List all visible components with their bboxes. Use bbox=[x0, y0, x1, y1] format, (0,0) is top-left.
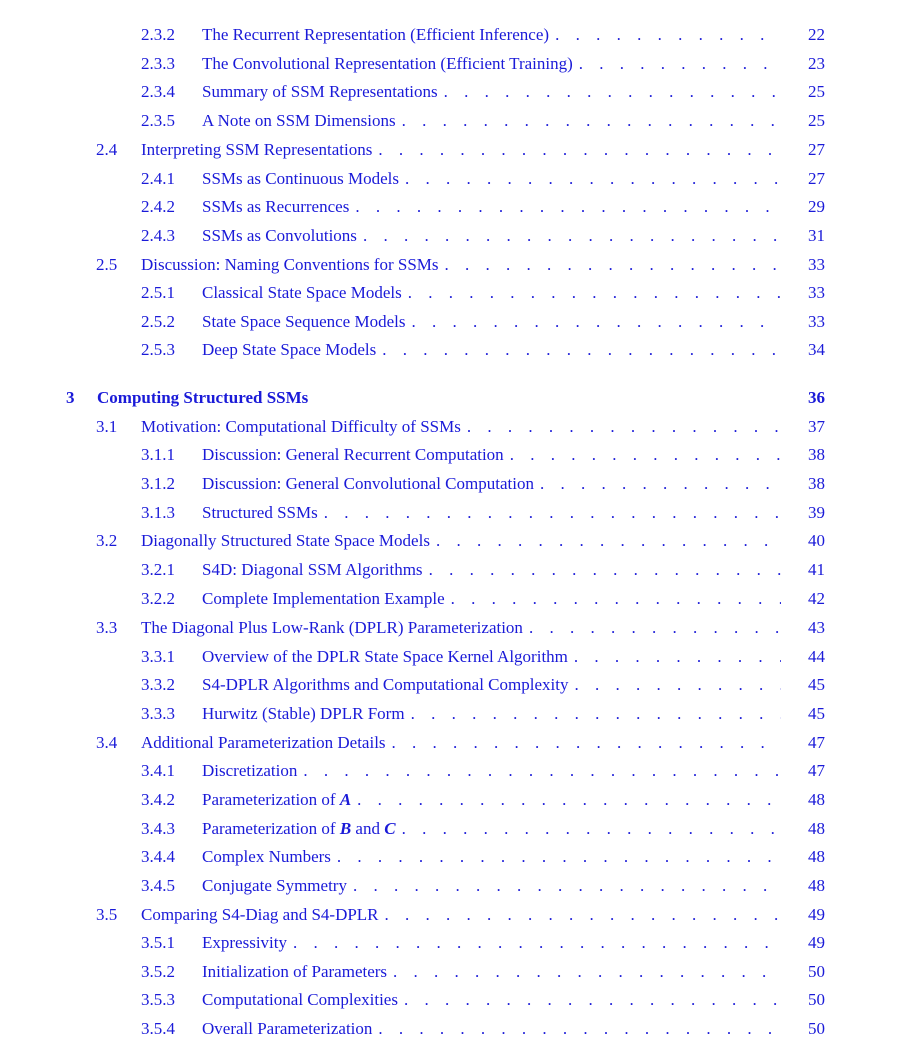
dot-leader bbox=[293, 931, 781, 955]
toc-chapter-3[interactable] bbox=[66, 386, 825, 410]
toc-entry-title: Discussion: Naming Conventions for SSMs bbox=[141, 253, 445, 277]
toc-entry-3-1-2[interactable] bbox=[141, 472, 825, 496]
toc-entry-number: 2.4.1 bbox=[141, 169, 175, 188]
dot-leader bbox=[436, 529, 781, 553]
toc-entry-page: 44 bbox=[785, 645, 825, 669]
toc-entry-3-1-3[interactable] bbox=[141, 501, 825, 525]
toc-entry-3-5-3[interactable] bbox=[141, 988, 825, 1012]
dot-leader bbox=[529, 616, 781, 640]
math-symbol-c: C bbox=[384, 819, 396, 838]
dot-leader bbox=[357, 788, 781, 812]
toc-entry-number: 3.5.4 bbox=[141, 1019, 175, 1038]
dot-leader bbox=[355, 195, 781, 219]
toc-entry-title: S4D: Diagonal SSM Algorithms bbox=[202, 558, 429, 582]
toc-entry-title: Discussion: General Recurrent Computation bbox=[202, 443, 510, 467]
toc-entry-title bbox=[202, 788, 357, 812]
toc-entry-title: Computational Complexities bbox=[202, 988, 404, 1012]
toc-entry-page: 38 bbox=[785, 443, 825, 467]
toc-entry-3-5-2[interactable] bbox=[141, 960, 825, 984]
dot-leader bbox=[378, 1017, 781, 1041]
toc-entry-page: 29 bbox=[785, 195, 825, 219]
dot-leader bbox=[402, 817, 781, 841]
toc-entry-page: 43 bbox=[785, 616, 825, 640]
dot-leader bbox=[540, 472, 781, 496]
dot-leader bbox=[337, 845, 781, 869]
toc-entry-2-3-5[interactable] bbox=[141, 109, 825, 133]
toc-entry-title: Classical State Space Models bbox=[202, 281, 408, 305]
toc-entry-3-2[interactable] bbox=[96, 529, 825, 553]
toc-entry-number: 2.4.2 bbox=[141, 197, 175, 216]
toc-entry-title: Overall Parameterization bbox=[202, 1017, 378, 1041]
toc-entry-number: 2.5.3 bbox=[141, 340, 175, 359]
dot-leader bbox=[408, 281, 781, 305]
toc-entry-2-3-3[interactable] bbox=[141, 52, 825, 76]
toc-entry-3-4-4[interactable] bbox=[141, 845, 825, 869]
toc-entry-title-text: Parameterization of bbox=[202, 819, 336, 838]
toc-entry-title: The Convolutional Representation (Efficient Training) bbox=[202, 52, 579, 76]
toc-entry-title: Diagonally Structured State Space Models bbox=[141, 529, 436, 553]
toc-entry-3-4-2[interactable] bbox=[141, 788, 825, 812]
toc-entry-page: 48 bbox=[785, 817, 825, 841]
toc-entry-number: 3.1.2 bbox=[141, 474, 175, 493]
toc-entry-title: State Space Sequence Models bbox=[202, 310, 411, 334]
dot-leader bbox=[385, 903, 781, 927]
toc-entry-title: Complete Implementation Example bbox=[202, 587, 451, 611]
toc-entry-number: 2.4.3 bbox=[141, 226, 175, 245]
toc-entry-number: 3.1 bbox=[96, 417, 118, 436]
toc-entry-number: 2.5.2 bbox=[141, 312, 175, 331]
dot-leader bbox=[303, 759, 781, 783]
toc-entry-title: Discussion: General Convolutional Computation bbox=[202, 472, 540, 496]
dot-leader bbox=[392, 731, 781, 755]
toc-entry-number: 3.5.3 bbox=[141, 990, 175, 1009]
toc-entry-page: 45 bbox=[785, 673, 825, 697]
toc-entry-page: 33 bbox=[785, 281, 825, 305]
toc-entry-number: 2.5 bbox=[96, 255, 118, 274]
toc-entry-title: SSMs as Recurrences bbox=[202, 195, 355, 219]
toc-entry-page: 50 bbox=[785, 988, 825, 1012]
toc-entry-page: 23 bbox=[785, 52, 825, 76]
toc-entry-2-5-1[interactable] bbox=[141, 281, 825, 305]
toc-entry-number: 3.4.5 bbox=[141, 876, 175, 895]
toc-entry-title: SSMs as Convolutions bbox=[202, 224, 363, 248]
toc-entry-2-5[interactable] bbox=[96, 253, 825, 277]
toc-entry-number: 3.3.1 bbox=[141, 647, 175, 666]
toc-entry-page: 50 bbox=[785, 960, 825, 984]
toc-entry-number: 2.3.4 bbox=[141, 82, 175, 101]
dot-leader bbox=[510, 443, 781, 467]
toc-entry-3-2-1[interactable] bbox=[141, 558, 825, 582]
toc-entry-number: 3.3 bbox=[96, 618, 118, 637]
dot-leader bbox=[411, 702, 781, 726]
toc-entry-2-4[interactable] bbox=[96, 138, 825, 162]
toc-entry-title: Summary of SSM Representations bbox=[202, 80, 444, 104]
toc-entry-page: 33 bbox=[785, 310, 825, 334]
toc-entry-number: 3.1.3 bbox=[141, 503, 175, 522]
dot-leader bbox=[411, 310, 781, 334]
toc-entry-page: 31 bbox=[785, 224, 825, 248]
dot-leader bbox=[324, 501, 781, 525]
toc-entry-page: 48 bbox=[785, 874, 825, 898]
toc-entry-number: 3.4.3 bbox=[141, 819, 175, 838]
toc-entry-page: 48 bbox=[785, 788, 825, 812]
toc-entry-number: 3.5.2 bbox=[141, 962, 175, 981]
toc-entry-title: Discretization bbox=[202, 759, 303, 783]
toc-entry-page: 37 bbox=[785, 415, 825, 439]
toc-entry-title: The Diagonal Plus Low-Rank (DPLR) Parameterization bbox=[141, 616, 529, 640]
toc-entry-number: 3.4.4 bbox=[141, 847, 175, 866]
toc-entry-number: 3.4.1 bbox=[141, 761, 175, 780]
toc-entry-page: 33 bbox=[785, 253, 825, 277]
toc-entry-page: 50 bbox=[785, 1017, 825, 1041]
toc-entry-3-3-1[interactable] bbox=[141, 645, 825, 669]
toc-entry-2-4-2[interactable] bbox=[141, 195, 825, 219]
toc-entry-3-1[interactable] bbox=[96, 415, 825, 439]
dot-leader bbox=[382, 338, 781, 362]
toc-entry-number: 3.5.1 bbox=[141, 933, 175, 952]
toc-entry-title: Overview of the DPLR State Space Kernel Algorithm bbox=[202, 645, 574, 669]
toc-entry-page: 22 bbox=[785, 23, 825, 47]
toc-entry-number: 3.3.3 bbox=[141, 704, 175, 723]
toc-entry-title: A Note on SSM Dimensions bbox=[202, 109, 402, 133]
toc-entry-page: 42 bbox=[785, 587, 825, 611]
toc-entry-3-4-1[interactable] bbox=[141, 759, 825, 783]
dot-leader bbox=[445, 253, 781, 277]
toc-entry-title: Hurwitz (Stable) DPLR Form bbox=[202, 702, 411, 726]
toc-entry-3-3-3[interactable] bbox=[141, 702, 825, 726]
toc-entry-page: 47 bbox=[785, 731, 825, 755]
toc-entry-title-text: Parameterization of bbox=[202, 790, 336, 809]
dot-leader bbox=[378, 138, 781, 162]
toc-entry-page: 41 bbox=[785, 558, 825, 582]
toc-entry-2-5-3[interactable] bbox=[141, 338, 825, 362]
toc-entry-number: 3.3.2 bbox=[141, 675, 175, 694]
toc-entry-3-3[interactable] bbox=[96, 616, 825, 640]
toc-entry-number: 3.4 bbox=[96, 733, 118, 752]
dot-leader bbox=[353, 874, 781, 898]
toc-entry-number: 3.1.1 bbox=[141, 445, 175, 464]
toc-entry-number: 2.3.5 bbox=[141, 111, 175, 130]
toc-entry-title: Additional Parameterization Details bbox=[141, 731, 392, 755]
dot-leader bbox=[402, 109, 781, 133]
math-symbol-b: B bbox=[339, 819, 352, 838]
toc-entry-number: 3.2.2 bbox=[141, 589, 175, 608]
toc-entry-2-3-4[interactable] bbox=[141, 80, 825, 104]
toc-entry-number: 3.2.1 bbox=[141, 560, 175, 579]
toc-entry-3-5-1[interactable] bbox=[141, 931, 825, 955]
dot-leader bbox=[579, 52, 781, 76]
toc-entry-page: 39 bbox=[785, 501, 825, 525]
toc-entry-title: Initialization of Parameters bbox=[202, 960, 393, 984]
toc-entry-number: 2.5.1 bbox=[141, 283, 175, 302]
toc-entry-page: 25 bbox=[785, 80, 825, 104]
toc-entry-title: Interpreting SSM Representations bbox=[141, 138, 378, 162]
toc-entry-number: 2.3.3 bbox=[141, 54, 175, 73]
dot-leader bbox=[404, 988, 781, 1012]
dot-leader bbox=[574, 673, 781, 697]
toc-entry-number: 3.5 bbox=[96, 905, 118, 924]
dot-leader bbox=[444, 80, 781, 104]
dot-leader bbox=[467, 415, 781, 439]
toc-entry-2-4-1[interactable] bbox=[141, 167, 825, 191]
toc-entry-title: Complex Numbers bbox=[202, 845, 337, 869]
toc-chapter-title: Computing Structured SSMs bbox=[97, 386, 314, 410]
toc-entry-title-joiner: and bbox=[355, 819, 380, 838]
toc-entry-page: 48 bbox=[785, 845, 825, 869]
toc-entry-title: Expressivity bbox=[202, 931, 293, 955]
toc-entry-title: Motivation: Computational Difficulty of SSMs bbox=[141, 415, 467, 439]
dot-leader bbox=[405, 167, 781, 191]
toc-entry-page: 45 bbox=[785, 702, 825, 726]
dot-leader bbox=[363, 224, 781, 248]
toc-entry-page: 27 bbox=[785, 138, 825, 162]
toc-entry-title: Structured SSMs bbox=[202, 501, 324, 525]
toc-entry-2-4-3[interactable] bbox=[141, 224, 825, 248]
toc-chapter-number: 3 bbox=[66, 388, 75, 407]
toc-entry-page: 47 bbox=[785, 759, 825, 783]
toc-entry-3-1-1[interactable] bbox=[141, 443, 825, 467]
toc-entry-title: The Recurrent Representation (Efficient Inference) bbox=[202, 23, 555, 47]
math-symbol-a: A bbox=[339, 790, 352, 809]
toc-entry-3-3-2[interactable] bbox=[141, 673, 825, 697]
toc-entry-title: Comparing S4-Diag and S4-DPLR bbox=[141, 903, 385, 927]
toc-entry-page: 34 bbox=[785, 338, 825, 362]
toc-entry-title: Deep State Space Models bbox=[202, 338, 382, 362]
toc-entry-3-5-4[interactable] bbox=[141, 1017, 825, 1041]
toc-entry-2-5-2[interactable] bbox=[141, 310, 825, 334]
toc-entry-2-3-2[interactable] bbox=[141, 23, 825, 47]
dot-leader bbox=[555, 23, 781, 47]
toc-entry-3-4-3[interactable] bbox=[141, 817, 825, 841]
toc-entry-title: S4-DPLR Algorithms and Computational Complexity bbox=[202, 673, 574, 697]
toc-entry-3-4-5[interactable] bbox=[141, 874, 825, 898]
toc-entry-page: 25 bbox=[785, 109, 825, 133]
dot-leader bbox=[393, 960, 781, 984]
toc-entry-title: Conjugate Symmetry bbox=[202, 874, 353, 898]
toc-entry-number: 3.2 bbox=[96, 531, 118, 550]
toc-entry-number: 2.3.2 bbox=[141, 25, 175, 44]
toc-chapter-page: 36 bbox=[785, 386, 825, 410]
toc-entry-number: 3.4.2 bbox=[141, 790, 175, 809]
toc-entry-title bbox=[202, 817, 402, 841]
toc-entry-page: 38 bbox=[785, 472, 825, 496]
toc-entry-page: 27 bbox=[785, 167, 825, 191]
toc-entry-3-4[interactable] bbox=[96, 731, 825, 755]
toc-entry-number: 2.4 bbox=[96, 140, 118, 159]
dot-leader bbox=[574, 645, 781, 669]
dot-leader bbox=[451, 587, 781, 611]
toc-entry-page: 40 bbox=[785, 529, 825, 553]
toc-entry-page: 49 bbox=[785, 931, 825, 955]
toc-entry-title: SSMs as Continuous Models bbox=[202, 167, 405, 191]
toc-entry-page: 49 bbox=[785, 903, 825, 927]
toc-entry-3-2-2[interactable] bbox=[141, 587, 825, 611]
dot-leader bbox=[429, 558, 781, 582]
toc-entry-3-5[interactable] bbox=[96, 903, 825, 927]
